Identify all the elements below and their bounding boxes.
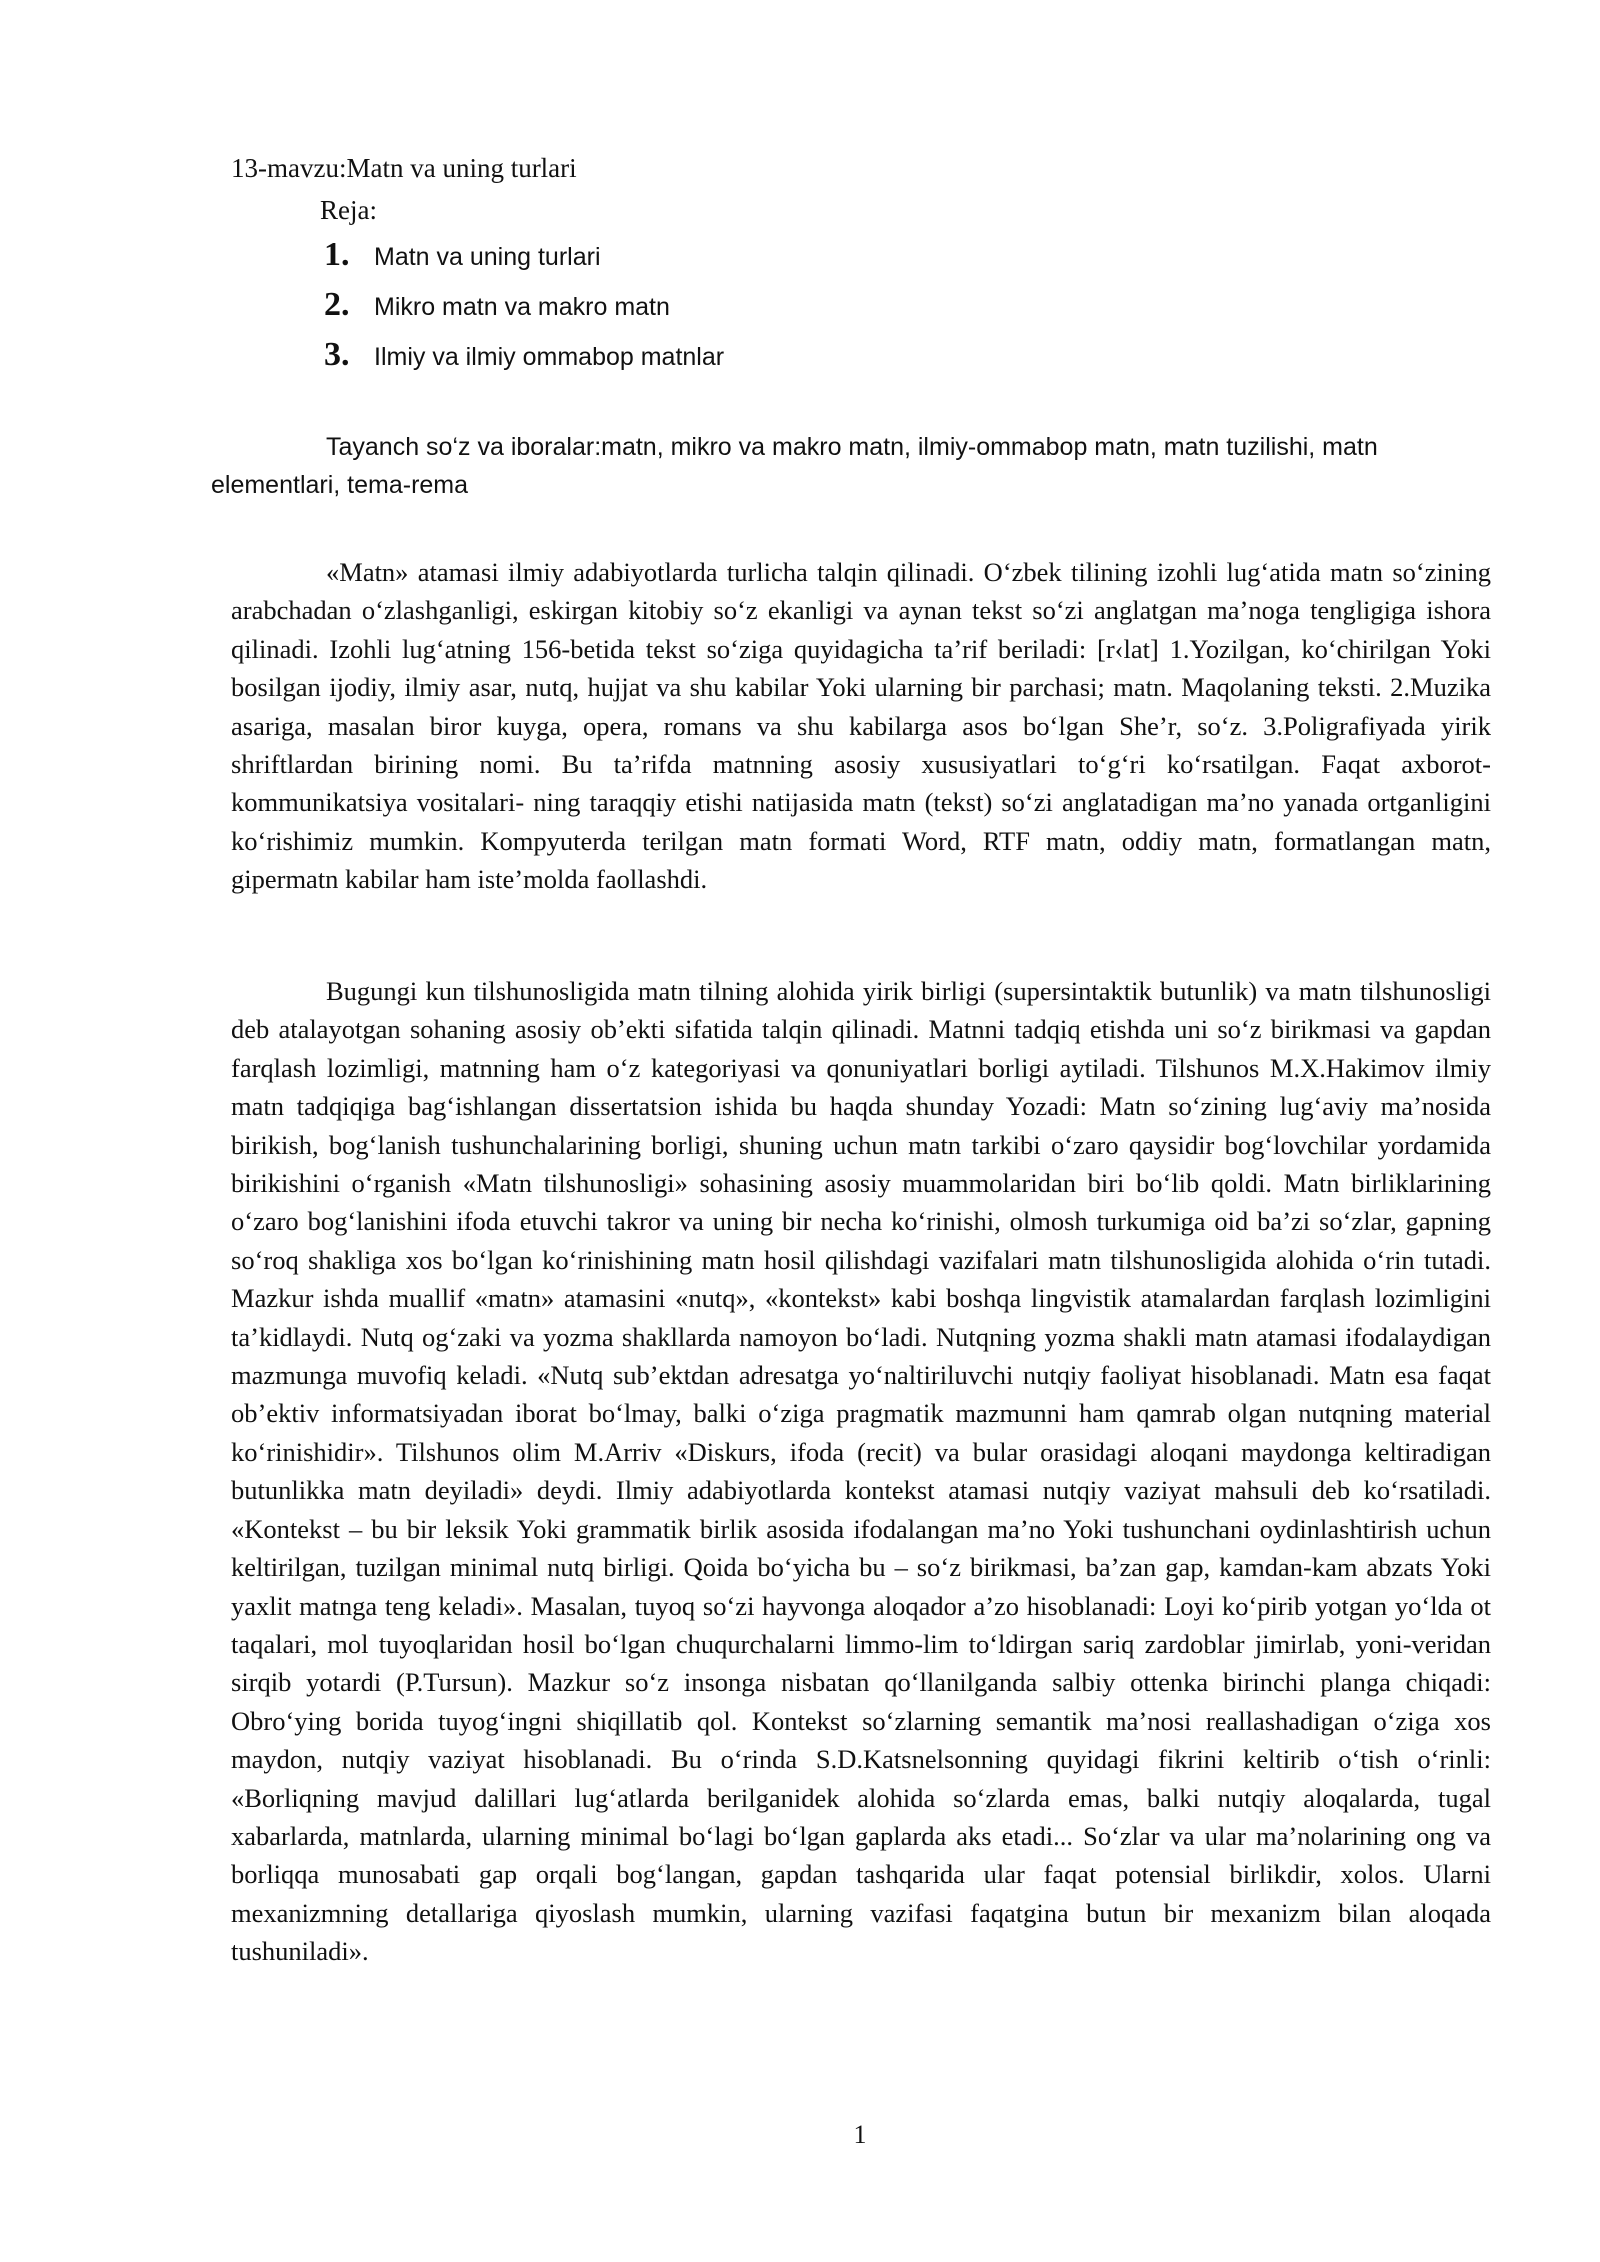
page-number: 1 xyxy=(853,2120,867,2149)
plan-item-text: Matn va uning turlari xyxy=(374,243,601,271)
topic-title: 13-mavzu:Matn va uning turlari xyxy=(231,153,577,183)
body-paragraph-2: Bugungi kun tilshunosligida matn tilning alohida yirik birligi (supersintaktik butunlik) va matn tilshunosligi deb atalayotgan sohaning asosiy ob’ekti sifatida talqin qilinadi. Matnni tadqiq etishda uni so‘z birikmasi va gapdan farqlash lozimligi, matnning ham o‘z kategoriyasi va qonuniyatlari borligi aytiladi. Tilshunos M.X.Hakimov ilmiy matn tadqiqiga bag‘ishlangan dissertatsion ishida bu haqda shunday Yozadi: Matn so‘zining lug‘aviy ma’nosida birikish, bog‘lanish tushunchalarining borligi, shuning uchun matn tarkibi o‘zaro qaysidir bog‘lovchilar yordamida birikishini o‘rganish «Matn tilshunosligi» sohasining asosiy muammolaridan biri bo‘lib qoldi. Matn birliklarining o‘zaro bog‘lanishini ifoda etuvchi takror va uning bir necha ko‘rinishi, olmosh turkumiga oid ba’zi so‘zlar, gapning so‘roq shakliga xos bo‘lgan ko‘rinishining matn hosil qilishdagi vazifalari matn tilshunosligida alohida o‘rin tutadi. Mazkur ishda muallif «matn» atamasini «nutq», «kontekst» kabi boshqa lingvistik atamalardan farqlash lozimligini ta’kidlaydi. Nutq og‘zaki va yozma shakllarda namoyon bo‘ladi. Nutqning yozma shakli matn atamasi ifodalaydigan mazmunga muvofiq keladi. «Nutq sub’ektdan adresatga yo‘naltiriluvchi nutqiy faoliyat hisoblanadi. Matn esa faqat ob’ektiv informatsiyadan iborat bo‘lmay, balki o‘ziga pragmatik mazmunni ham qamrab olgan nutqning material ko‘rinishidir». Tilshunos olim M.Arriv «Diskurs, ifoda (recit) va bular orasidagi aloqani maydonga keltiradigan butunlikka matn deyiladi» deydi. Ilmiy adabiyotlarda kontekst atamasi nutqiy vaziyat mahsuli deb ko‘rsatiladi. «Kontekst – bu bir leksik Yoki grammatik birlik asosida ifodalangan ma’no Yoki tushunchani oydinlashtirish uchun keltirilgan, tuzilgan minimal nutq birligi. Qoida bo‘yicha bu – so‘z birikmasi, ba’zan gap, kamdan-kam abzats Yoki yaxlit matnga teng keladi». Masalan, tuyoq so‘zi hayvonga aloqador a’zo hisoblanadi: Loyi ko‘pirib yotgan yo‘lda ot taqalari, mol tuyoqlaridan hosil bo‘lgan chuqurchalarni limmo-lim to‘ldirgan sariq zardoblar jimirlab, yoni-veridan sirqib yotardi (P.Tursun). Mazkur so‘z insonga nisbatan qo‘llanilganda salbiy ottenka birinchi planga chiqadi: Obro‘ying borida tuyog‘ingni shiqillatib qol. Kontekst so‘zlarning semantik ma’nosi reallashadigan o‘ziga xos maydon, nutqiy vaziyat hisoblanadi. Bu o‘rinda S.D.Katsnelsonning quyidagi fikrini keltirib o‘tish o‘rinli: «Borliqning mavjud dalillari lug‘atlarda berilganidek alohida so‘zlarda emas, balki nutqiy aloqalarda, tugal xabarlarda, matnlarda, ularning minimal bo‘lagi bo‘lgan gaplarda aks etadi... So‘zlar va ular ma’nolarining ong va borliqqa munosabati gap orqali bog‘langan, gapdan tashqarida ular faqat potensial birlikdir, xolos. Ularni mexanizmning detallariga qiyoslash mumkin, ularning vazifasi faqatgina butun bir mexanizm bilan aloqada tushuniladi». xyxy=(231,976,1491,1967)
plan-item-number: 1. xyxy=(324,236,350,273)
plan-item-number: 3. xyxy=(324,336,350,373)
plan-item-text: Ilmiy va ilmiy ommabop matnlar xyxy=(374,343,725,371)
keywords-paragraph: Tayanch so‘z va iboralar:matn, mikro va makro matn, ilmiy-ommabop matn, matn tuzilishi, matn elementlari, tema-rema xyxy=(211,433,1378,499)
plan-item-text: Mikro matn va makro matn xyxy=(374,293,670,321)
plan-list xyxy=(324,230,724,380)
body-paragraph-1: «Matn» atamasi ilmiy adabiyotlarda turlicha talqin qilinadi. O‘zbek tilining izohli lug‘atida matn so‘zining arabchadan o‘zlashganligi, eskirgan kitobiy so‘z ekanligi va aynan tekst so‘zi anglatgan ma’noga tengligiga ishora qilinadi. Izohli lug‘atning 156-betida tekst so‘ziga quyidagicha ta’rif beriladi: [r‹lat] 1.Yozilgan, ko‘chirilgan Yoki bosilgan ijodiy, ilmiy asar, nutq, hujjat va shu kabilar Yoki ularning bir parchasi; matn. Maqolaning teksti. 2.Muzika asariga, masalan biror kuyga, opera, romans va shu kabilarga asos bo‘lgan She’r, so‘z. 3.Poligrafiyada yirik shriftlardan birining nomi. Bu ta’rifda matnning asosiy xususiyatlari to‘g‘ri ko‘rsatilgan. Faqat axborot-kommunikatsiya vositalari- ning taraqqiy etishi natijasida matn (tekst) so‘zi anglatadigan ma’no yanada ortganligini ko‘rishimiz mumkin. Kompyuterda terilgan matn formati Word, RTF matn, oddiy matn, formatlangan matn, gipermatn kabilar ham iste’molda faollashdi. xyxy=(231,557,1491,895)
plan-item-1 xyxy=(324,230,724,280)
plan-label: Reja: xyxy=(320,195,377,225)
plan-item-3 xyxy=(324,330,724,380)
plan-item-number: 2. xyxy=(324,286,350,323)
plan-item-2 xyxy=(324,280,724,330)
